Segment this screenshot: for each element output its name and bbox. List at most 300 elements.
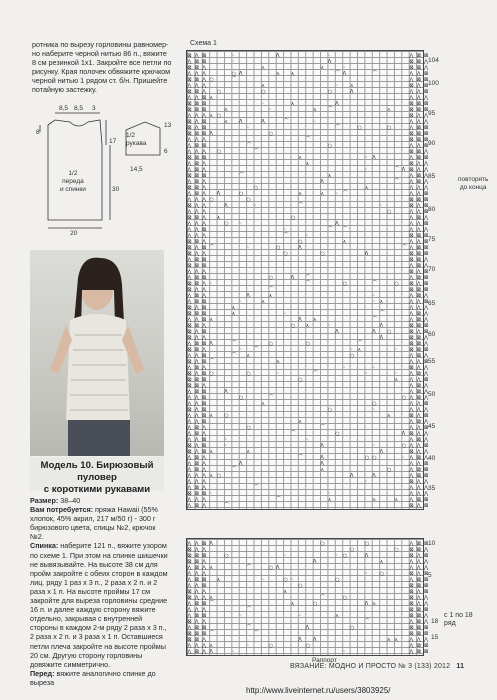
chart-symbol: ⊠ (416, 541, 421, 547)
chart-symbol: ⊠ (202, 625, 207, 631)
chart-symbol: ⋀ (202, 197, 207, 203)
chart-title: Схема 1 (190, 40, 217, 47)
chart-symbol: ⌒ (253, 347, 259, 353)
chart-symbol: ⋀ (202, 65, 207, 71)
chart-symbol: ◦ (224, 443, 228, 449)
chart-symbol: ⌒ (394, 167, 400, 173)
chart-symbol: ⊠ (416, 53, 421, 59)
chart-symbol: ○ (216, 149, 222, 155)
chart-symbol: Λ (239, 71, 243, 77)
chart-symbol: ⋀ (187, 191, 192, 197)
chart-symbol: ⋀ (194, 497, 199, 503)
chart-symbol: ⊠ (202, 613, 207, 619)
chart-symbol: ◦ (283, 227, 287, 233)
chart-symbol: ⊠ (202, 95, 207, 101)
chart-symbol: ◦ (224, 437, 228, 443)
chart-symbol: ⌒ (372, 281, 378, 287)
chart-symbol: ○ (209, 371, 214, 377)
chart-symbol: Λ (290, 275, 295, 281)
chart-symbol: ⊠ (424, 53, 429, 59)
chart-symbol: ⋀ (409, 485, 414, 491)
chart-symbol: ⋀ (187, 317, 192, 323)
chart-symbol: ⋀ (187, 83, 192, 89)
chart-symbol: ⋀ (194, 449, 199, 455)
chart-symbol: ⋀ (424, 479, 429, 485)
chart-symbol: ◦ (372, 299, 376, 305)
dim-side: 17 (109, 138, 117, 145)
chart-symbol: ⊠ (416, 631, 421, 637)
chart-symbol: ⋀ (194, 443, 199, 449)
chart-symbol: ⋀ (424, 491, 429, 497)
chart-symbol: ⊠ (416, 59, 421, 65)
chart-symbol: ⋏ (231, 305, 236, 311)
row-number: 45 (428, 423, 436, 430)
chart-symbol: ⊠ (424, 77, 429, 83)
chart-symbol: ⊠ (424, 467, 429, 473)
chart-symbol: ⋀ (202, 269, 207, 275)
chart-symbol: ⌒ (342, 227, 348, 233)
chart-symbol: ⊠ (187, 131, 192, 137)
chart-symbol: ⋀ (187, 437, 192, 443)
chart-symbol: ◦ (364, 167, 368, 173)
chart-symbol: ⋏ (394, 497, 399, 503)
row-number: 10 (428, 540, 436, 547)
chart-symbol: ⌒ (379, 311, 385, 317)
chart-symbol: ⊠ (202, 389, 207, 395)
chart-symbol: ⋏ (209, 113, 214, 119)
mark-18: 18 (431, 618, 439, 625)
chart-symbol: Λ (209, 131, 213, 137)
chart-symbol: ⊠ (409, 161, 414, 167)
chart-symbol: ⊠ (409, 553, 414, 559)
chart-symbol: ⊠ (424, 643, 429, 649)
chart-symbol: ⋀ (202, 167, 207, 173)
chart-symbol: ◦ (342, 649, 346, 655)
chart-symbol: ⊠ (409, 631, 414, 637)
chart-symbols (186, 50, 429, 660)
chart-symbol: ⋀ (202, 431, 207, 437)
chart-symbol: ⋀ (424, 395, 429, 401)
chart-symbol: ⊠ (416, 317, 421, 323)
back-value: наберите 121 п., вяжите узором по схеме 1. При этом на спинке шишечки не вывязывайте. На высоте 38 см для пройм закройте с обеих сторон в каждом лиц. ряду 1 раз х 3 п., 2 раза х 2 п. и 2 раза х 1 п. На высоте проймы 17 см закройте для выреза горловины средние 16 п. и далее каждую сторону вяжите отдельно, закрывая с внутренней стороны в каждом 2-м ряду 2 раза х 3 п., 2 раза х 2 п. и 3 раза х 1 п. Оставшиеся петли плеча закройте на высоте проймы 20 см. Другую сторону горловины довяжите симметрично. (30, 541, 168, 669)
chart-symbol: ⋏ (209, 595, 214, 601)
chart-symbol: ⊠ (416, 173, 421, 179)
chart-symbol: Λ (372, 473, 376, 479)
chart-symbol: ⊠ (187, 443, 192, 449)
model-photo (30, 250, 164, 456)
chart-symbol: ⌒ (335, 125, 341, 131)
chart-symbol: ⊠ (416, 643, 421, 649)
chart-symbol: ⊠ (424, 425, 429, 431)
chart-symbol: ⊠ (416, 341, 421, 347)
chart-symbol: ○ (246, 197, 251, 203)
chart-symbol: ⋀ (424, 161, 429, 167)
chart-symbol: ⋏ (387, 637, 391, 643)
chart-symbol: ⋀ (409, 209, 414, 215)
chart-symbol: ⊠ (409, 233, 414, 239)
chart-symbol: ⋀ (194, 251, 199, 257)
chart-symbol: ⌒ (327, 107, 333, 113)
chart-symbol: ◦ (209, 491, 213, 497)
source-url[interactable]: http://www.liveinternet.ru/users/3803925/ (246, 686, 391, 695)
chart-symbol: ⊠ (187, 383, 192, 389)
chart-symbol: ⊠ (202, 119, 207, 125)
chart-symbol: ⋀ (194, 125, 199, 131)
chart-symbol: ⊠ (194, 59, 199, 65)
chart-symbol: ○ (290, 323, 296, 329)
chart-symbol: ⋀ (424, 485, 429, 491)
chart-symbol: ⋀ (416, 305, 421, 311)
chart-symbol: ⋀ (424, 311, 429, 317)
chart-symbol: ⊠ (409, 503, 414, 509)
chart-symbol: ⊠ (416, 179, 421, 185)
chart-symbol: ⋏ (313, 317, 317, 323)
chart-symbol: ⊠ (424, 461, 429, 467)
row-number: 55 (428, 358, 436, 365)
chart-symbol: ⊠ (202, 173, 207, 179)
chart-symbol: ⊠ (194, 389, 199, 395)
chart-symbol: ⋀ (424, 431, 429, 437)
chart-symbol: ⋏ (305, 161, 310, 167)
back-label: Спинка: (30, 541, 61, 551)
chart-symbol: ⊠ (202, 155, 207, 161)
chart-symbol: ○ (231, 71, 236, 77)
chart-symbol: ⋀ (194, 395, 199, 401)
chart-symbol: ⋀ (416, 407, 421, 413)
chart-symbol: ⊠ (424, 233, 429, 239)
chart-symbol: ⋏ (224, 107, 228, 113)
chart-symbol: ⊠ (409, 347, 414, 353)
chart-symbol: ⋀ (202, 649, 207, 655)
chart-symbol: ⋀ (202, 479, 207, 485)
chart-symbol: ⋀ (187, 583, 192, 589)
chart-symbol: ⋀ (187, 221, 192, 227)
materials-value: пряжа Hawaii (55% хлопок, 45% акрил, 217 м/50 г) - 300 г бирюзового цвета, спицы №2, крючок №2. (30, 505, 158, 542)
chart-symbol: ⊠ (194, 173, 199, 179)
chart-symbol: ⊠ (187, 407, 192, 413)
chart-symbol: ⋀ (187, 389, 192, 395)
body-label-line: 1/2 (68, 170, 78, 177)
instructions-text (30, 496, 170, 687)
chart-symbol: ○ (224, 553, 229, 559)
chart-symbol: ⋏ (283, 589, 288, 595)
chart-symbol: ○ (239, 395, 244, 401)
chart-symbol: ⊠ (409, 101, 414, 107)
chart-symbol: ⋀ (416, 203, 421, 209)
chart-symbol: ⊠ (194, 503, 199, 509)
chart-symbol: ⋏ (298, 191, 302, 197)
chart-symbol: ⊠ (202, 227, 207, 233)
chart-symbol: ⋀ (202, 221, 207, 227)
chart-symbol: ⋀ (424, 353, 429, 359)
chart-symbol: ⋀ (416, 553, 421, 559)
chart-symbol: ⊠ (424, 589, 429, 595)
chart-symbol: ⊠ (202, 541, 207, 547)
chart-symbol: ⊠ (424, 473, 429, 479)
chart-symbol: ◦ (327, 53, 331, 59)
chart-symbol: ⊠ (424, 359, 429, 365)
chart-symbol: ⋀ (409, 425, 414, 431)
chart-symbol: ⊠ (187, 65, 192, 71)
chart-symbol: ◦ (364, 371, 368, 377)
chart-symbol: ○ (401, 395, 407, 401)
chart-symbol: ⌒ (253, 149, 259, 155)
chart-symbol: ⋀ (409, 467, 414, 473)
chart-symbol: ⋀ (202, 203, 207, 209)
chart-symbol: ⋀ (202, 571, 207, 577)
chart-symbol: ⊠ (187, 215, 192, 221)
chart-symbol: ⋀ (187, 167, 192, 173)
chart-symbol: ⋀ (202, 293, 207, 299)
chart-symbol: ⌒ (372, 71, 378, 77)
chart-symbol: ◦ (372, 293, 376, 299)
chart-symbol: ⋀ (416, 485, 421, 491)
chart-symbol: ⊠ (416, 149, 421, 155)
chart-symbol: ⋀ (194, 113, 199, 119)
chart-symbol: ⋀ (202, 335, 207, 341)
chart-symbol: ⊠ (416, 625, 421, 631)
chart-symbol: ⊠ (409, 613, 414, 619)
chart-symbol: ⋀ (416, 83, 421, 89)
chart-symbol: ⊠ (416, 389, 421, 395)
chart-symbol: ⊠ (409, 167, 414, 173)
chart-symbol: ⋀ (202, 467, 207, 473)
repeat-note-line: до конца (459, 184, 487, 191)
chart-symbol: ○ (342, 281, 347, 287)
chart-symbol: ⋀ (194, 71, 199, 77)
chart-symbol: ⋀ (424, 167, 429, 173)
chart-symbol: ⋀ (416, 431, 421, 437)
chart-symbol: ⋀ (409, 437, 414, 443)
chart-symbol: ⋀ (194, 407, 199, 413)
chart-symbol: ⊠ (187, 173, 192, 179)
chart-symbol: ⊠ (409, 431, 414, 437)
model-title-line: Модель 10. Бирюзовый пуловер (40, 460, 154, 483)
chart-symbol: ⊠ (424, 239, 429, 245)
chart-symbol: ⊠ (416, 257, 421, 263)
chart-symbol: ⋀ (409, 455, 414, 461)
chart-symbol: ⊠ (202, 443, 207, 449)
chart-symbol: ○ (313, 601, 318, 607)
chart-symbol: ⋀ (416, 503, 421, 509)
chart-symbol: ⋀ (424, 365, 429, 371)
chart-symbol: ⋀ (202, 497, 207, 503)
chart-symbol: ⋀ (416, 365, 421, 371)
chart-symbol: ⊠ (187, 305, 192, 311)
chart-symbol: ⋀ (416, 571, 421, 577)
dim-bottom: 20 (70, 230, 78, 237)
chart-symbol: ⋀ (187, 479, 192, 485)
chart-symbol: ⋀ (187, 293, 192, 299)
chart-symbol: ⊠ (194, 239, 199, 245)
chart-symbol: ⊠ (194, 365, 199, 371)
dim-sleeve-side: 6 (164, 148, 168, 155)
repeat-label: Раппорт (312, 657, 337, 664)
chart-symbol: ⋀ (424, 257, 429, 263)
chart-symbol: ○ (216, 113, 222, 119)
chart-symbol: ⋀ (187, 149, 192, 155)
chart-symbol: ⊠ (416, 107, 421, 113)
chart-symbol: ⋏ (313, 107, 317, 113)
chart-symbol: ⋀ (187, 275, 192, 281)
chart-symbol: ⋀ (194, 401, 199, 407)
chart-symbol: ⊠ (416, 607, 421, 613)
chart-symbol: ⋏ (209, 95, 214, 101)
chart-symbol: ⊠ (202, 353, 207, 359)
chart-symbol: Λ (216, 191, 221, 197)
chart-symbol: ⊠ (424, 155, 429, 161)
intro-text (32, 40, 172, 95)
chart-symbol: ⊠ (409, 83, 414, 89)
chart-symbol: ⋀ (187, 401, 192, 407)
chart-symbol: ⋀ (202, 637, 207, 643)
chart-symbol: ⋀ (187, 601, 192, 607)
chart-symbol: ⌒ (209, 601, 215, 607)
chart-symbol: ◦ (372, 407, 376, 413)
chart-symbol: Λ (364, 553, 369, 559)
chart-symbol: ⋏ (379, 559, 384, 565)
row-number: 80 (428, 206, 436, 213)
chart-symbol: ◦ (298, 613, 302, 619)
chart-symbol: ◦ (350, 347, 353, 353)
chart-symbol: ⊠ (194, 601, 199, 607)
chart-symbol: ⌒ (298, 203, 304, 209)
chart-symbol: ⊠ (409, 335, 414, 341)
chart-symbol: ⊠ (424, 125, 429, 131)
chart-symbol: ⌒ (357, 341, 363, 347)
chart-symbol: ○ (357, 125, 362, 131)
chart-symbol: Λ (239, 119, 243, 125)
chart-symbol: ⊠ (424, 269, 429, 275)
chart-symbol: ⊠ (409, 571, 414, 577)
chart-symbol: ⊠ (409, 449, 414, 455)
chart-symbol: Λ (320, 179, 324, 185)
chart-symbol: ⊠ (194, 131, 199, 137)
chart-symbol: ⋀ (187, 299, 192, 305)
chart-symbol: ⋀ (202, 547, 207, 553)
chart-symbol: ◦ (379, 203, 383, 209)
chart-symbol: ⋀ (187, 143, 192, 149)
chart-symbol: ⋀ (194, 437, 199, 443)
chart-symbol: ⊠ (424, 347, 429, 353)
chart-symbol: ⊠ (194, 179, 199, 185)
chart-symbol: ⋏ (276, 359, 280, 365)
chart-symbol: ⋀ (194, 233, 199, 239)
chart-symbol: ⋀ (424, 305, 429, 311)
chart-symbol: ⊠ (187, 119, 192, 125)
chart-symbol: ⋀ (194, 419, 199, 425)
rows-note-line: с 1 по 18 (444, 612, 473, 619)
chart-symbol: ⋀ (202, 425, 207, 431)
chart-symbol: ⊠ (194, 341, 199, 347)
chart-symbol: ⋀ (194, 197, 199, 203)
materials-paragraph (30, 505, 170, 541)
chart-symbol: ○ (387, 209, 392, 215)
chart-symbol: ⋏ (327, 497, 332, 503)
chart-symbol: ⋀ (202, 71, 207, 77)
chart-symbol: ⋀ (424, 341, 429, 347)
chart-symbol: ⊠ (416, 383, 421, 389)
chart-symbol: ⊠ (187, 589, 192, 595)
chart-symbol: ○ (327, 89, 333, 95)
chart-symbol: ⋀ (409, 353, 414, 359)
chart-symbol: ⌒ (246, 625, 252, 631)
chart-symbol: ◦ (231, 649, 235, 655)
chart-symbol: ⌒ (320, 425, 326, 431)
chart-symbol: ⋏ (305, 323, 310, 329)
chart-symbol: ⋀ (202, 347, 207, 353)
chart-symbol: ⋀ (416, 191, 421, 197)
chart-symbol: ⊠ (202, 395, 207, 401)
chart-symbol: ⊠ (416, 419, 421, 425)
chart-symbol: ⊠ (409, 107, 414, 113)
chart-symbol: ⊠ (202, 631, 207, 637)
chart-symbol: ⋀ (409, 299, 414, 305)
chart-symbol: ○ (335, 431, 340, 437)
chart-symbol: ⋀ (424, 437, 429, 443)
chart-symbol: ⊠ (187, 239, 192, 245)
row-number: 65 (428, 300, 436, 307)
chart-symbol: Λ (364, 251, 369, 257)
chart-symbol: ⋀ (409, 125, 414, 131)
chart-symbol: ⊠ (416, 347, 421, 353)
chart-symbol: ⊠ (187, 335, 192, 341)
chart-symbol: ⋀ (202, 185, 207, 191)
chart-symbol: ⋀ (416, 167, 421, 173)
chart-symbol: ⋀ (424, 547, 429, 553)
model-figure (30, 250, 164, 456)
chart-symbol: ⋀ (187, 577, 192, 583)
chart-symbol: ⌒ (224, 503, 230, 509)
chart-symbol: ○ (290, 215, 296, 221)
chart-symbol: ⋀ (424, 407, 429, 413)
chart-symbol: ⋀ (424, 185, 429, 191)
chart-symbol: Λ (335, 329, 339, 335)
chart-symbol: ○ (350, 353, 355, 359)
chart-symbol: ○ (350, 547, 355, 553)
chart-symbol: ⊠ (409, 323, 414, 329)
chart-symbol: ⊠ (194, 155, 199, 161)
chart-symbol: ⋀ (409, 491, 414, 497)
chart-symbol: ⊠ (202, 341, 207, 347)
chart-symbol: ⋀ (202, 149, 207, 155)
chart-symbol: ⊠ (187, 185, 192, 191)
chart-symbol: ⊠ (194, 275, 199, 281)
chart-symbol: Λ (320, 443, 324, 449)
chart-symbol: ⊠ (187, 619, 192, 625)
chart-symbol: ⊠ (409, 341, 414, 347)
chart-symbol: ⊠ (424, 101, 429, 107)
chart-symbol: ⊠ (409, 65, 414, 71)
chart-symbol: ⌒ (305, 281, 311, 287)
chart-symbol: ⊠ (194, 143, 199, 149)
chart-symbol: ⋀ (416, 637, 421, 643)
chart-symbol: Λ (327, 59, 332, 65)
chart-symbol: ⋏ (364, 185, 369, 191)
chart-symbol: ⋀ (409, 95, 414, 101)
chart-symbol: Λ (209, 341, 213, 347)
sleeve-label-line: рукава (126, 140, 147, 147)
chart-symbol: ⊠ (194, 455, 199, 461)
chart-symbol: ⋀ (424, 565, 429, 571)
chart-symbol: ⋀ (187, 71, 192, 77)
row-number: 70 (428, 266, 436, 273)
chart-symbol: ⌒ (283, 233, 289, 239)
chart-symbol: ⊠ (187, 263, 192, 269)
chart-symbol: ⊠ (194, 77, 199, 83)
chart-symbol: ⋀ (194, 95, 199, 101)
chart-symbol: ⋀ (409, 377, 414, 383)
